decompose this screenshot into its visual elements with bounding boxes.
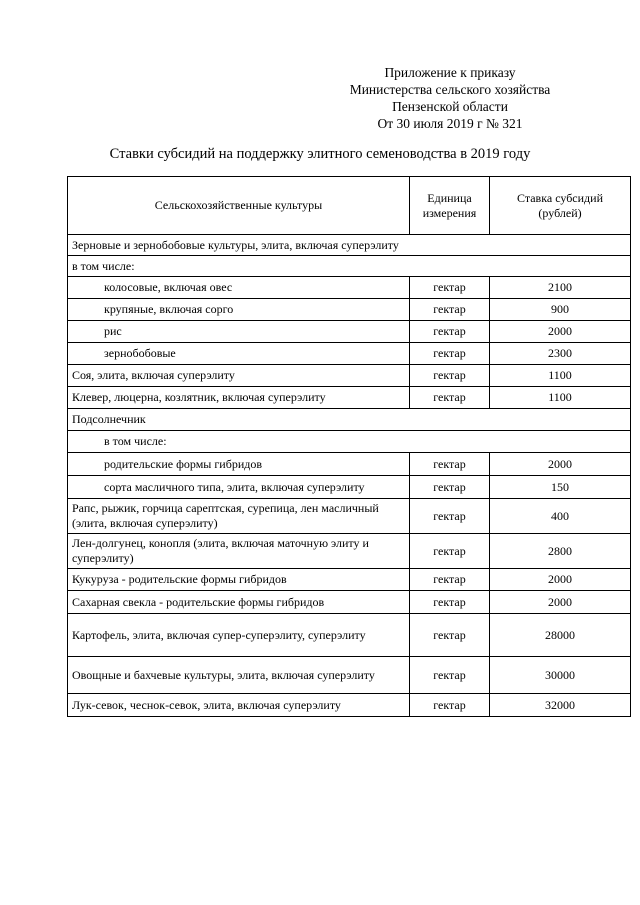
table-row (68, 591, 631, 614)
unit-cell: гектар (410, 569, 490, 591)
unit-cell: гектар (410, 694, 490, 717)
header-line: От 30 июля 2019 г № 321 (377, 116, 523, 131)
table-row (68, 365, 631, 387)
column-header-crop: Сельскохозяйственные культуры (68, 177, 410, 235)
table-section-row (68, 409, 631, 431)
table-row (68, 299, 631, 321)
crop-cell: зернобобовые (68, 343, 410, 365)
crop-cell: Кукуруза - родительские формы гибридов (68, 569, 410, 591)
rate-cell: 2000 (490, 569, 631, 591)
unit-cell: гектар (410, 591, 490, 614)
unit-cell: гектар (410, 453, 490, 476)
table-header-row (68, 177, 631, 235)
rate-cell: 2000 (490, 321, 631, 343)
crop-cell: крупяные, включая сорго (68, 299, 410, 321)
header-line: Пензенской области (392, 99, 508, 114)
unit-cell: гектар (410, 343, 490, 365)
table-row (68, 694, 631, 717)
rate-cell: 2100 (490, 277, 631, 299)
crop-cell: сорта масличного типа, элита, включая суперэлиту (68, 476, 410, 499)
rate-cell: 400 (490, 499, 631, 534)
unit-cell: гектар (410, 534, 490, 569)
section-label: в том числе: (68, 256, 631, 277)
table-section-row (68, 431, 631, 453)
table-row (68, 343, 631, 365)
rate-cell: 2000 (490, 453, 631, 476)
crop-cell: родительские формы гибридов (68, 453, 410, 476)
crop-cell: Овощные и бахчевые культуры, элита, включая суперэлиту (68, 657, 410, 694)
unit-cell: гектар (410, 299, 490, 321)
rate-cell: 2300 (490, 343, 631, 365)
unit-cell: гектар (410, 321, 490, 343)
crop-cell: Рапс, рыжик, горчица сарептская, сурепица, лен масличный (элита, включая суперэлиту) (68, 499, 410, 534)
crop-cell: Соя, элита, включая суперэлиту (68, 365, 410, 387)
rate-cell: 1100 (490, 387, 631, 409)
crop-cell: Клевер, люцерна, козлятник, включая суперэлиту (68, 387, 410, 409)
crop-cell: Лук-севок, чеснок-севок, элита, включая суперэлиту (68, 694, 410, 717)
rate-cell: 900 (490, 299, 631, 321)
table-row (68, 534, 631, 569)
table-body (68, 235, 631, 717)
table-row (68, 321, 631, 343)
unit-cell: гектар (410, 657, 490, 694)
rate-cell: 2800 (490, 534, 631, 569)
rate-cell: 30000 (490, 657, 631, 694)
section-label: Зерновые и зернобобовые культуры, элита, включая суперэлиту (68, 235, 631, 256)
crop-cell: Картофель, элита, включая супер-суперэлиту, суперэлиту (68, 614, 410, 657)
rate-cell: 2000 (490, 591, 631, 614)
unit-cell: гектар (410, 476, 490, 499)
rate-cell: 32000 (490, 694, 631, 717)
table-row (68, 453, 631, 476)
table-section-row (68, 235, 631, 256)
unit-cell: гектар (410, 614, 490, 657)
table-row (68, 277, 631, 299)
section-label: Подсолнечник (68, 409, 631, 431)
unit-cell: гектар (410, 499, 490, 534)
rate-cell: 28000 (490, 614, 631, 657)
table-row (68, 499, 631, 534)
crop-cell: Лен-долгунец, конопля (элита, включая маточную элиту и суперэлиту) (68, 534, 410, 569)
table-section-row (68, 256, 631, 277)
header-line: Приложение к приказу (384, 65, 516, 80)
crop-cell: Сахарная свекла - родительские формы гибридов (68, 591, 410, 614)
column-header-rate: Ставка субсидий (рублей) (490, 177, 631, 235)
subsidy-rates-table (67, 176, 631, 717)
rate-cell: 1100 (490, 365, 631, 387)
header-line: Министерства сельского хозяйства (349, 82, 551, 97)
section-label: в том числе: (68, 431, 631, 453)
column-header-unit: Единица измерения (410, 177, 490, 235)
document-header (300, 64, 600, 132)
table-row (68, 614, 631, 657)
rate-cell: 150 (490, 476, 631, 499)
table-row (68, 476, 631, 499)
document-title: Ставки субсидий на поддержку элитного семеноводства в 2019 году (109, 146, 531, 162)
crop-cell: рис (68, 321, 410, 343)
unit-cell: гектар (410, 387, 490, 409)
unit-cell: гектар (410, 277, 490, 299)
table-row (68, 657, 631, 694)
table-row (68, 387, 631, 409)
unit-cell: гектар (410, 365, 490, 387)
table-row (68, 569, 631, 591)
crop-cell: колосовые, включая овес (68, 277, 410, 299)
